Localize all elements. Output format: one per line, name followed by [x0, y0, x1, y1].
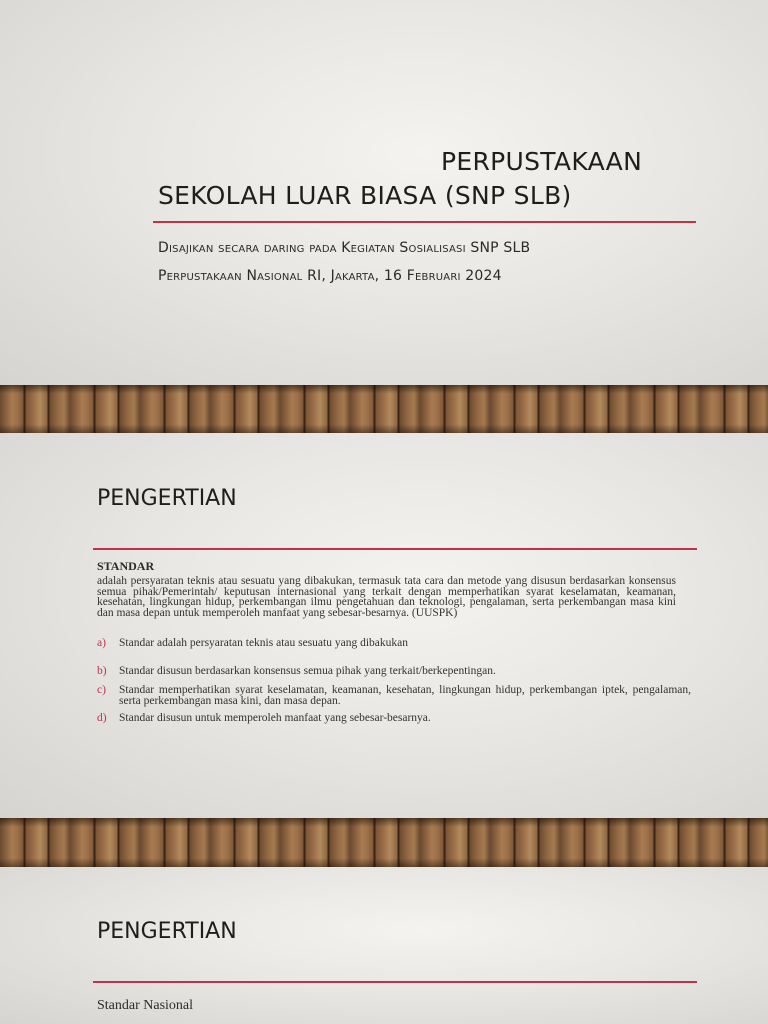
standar-label: STANDAR	[97, 559, 155, 573]
subtitle-line-2: Perpustakaan Nasional RI, Jakarta, 16 Februari 2024	[158, 268, 502, 284]
list-marker: d)	[97, 712, 107, 724]
definition-slide	[0, 433, 768, 818]
heading-divider	[93, 981, 697, 983]
title-line-1: PERPUSTAKAAN	[441, 147, 643, 176]
standar-definition: adalah persyaratan teknis atau sesuatu yang dibakukan, termasuk tata cara dan metode yang disusun berdasarkan konsensus semua pihak/Pemerintah/ keputusan internasional yang terkait dengan memperhatikan syarat keselamatan, keamanan, kesehatan, lingkungan hidup, perkembangan ilmu pengetahuan dan teknologi, pengalaman, serta perkembangan masa kini dan masa depan untuk memperoleh manfaat yang sebesar-besarnya. (UUSPK)	[97, 575, 676, 619]
wood-floor-strip	[0, 385, 768, 433]
title-slide	[0, 0, 768, 385]
list-marker: a)	[97, 637, 106, 649]
title-divider	[153, 221, 696, 223]
subtitle-line-1: Disajikan secara daring pada Kegiatan Sosialisasi SNP SLB	[158, 240, 531, 256]
list-item-text: Standar adalah persyaratan teknis atau sesuatu yang dibakukan	[119, 637, 408, 649]
list-marker: b)	[97, 665, 107, 677]
wood-floor-strip	[0, 818, 768, 867]
list-item-text: Standar disusun untuk memperoleh manfaat yang sebesar-besarnya.	[119, 712, 431, 724]
list-item-text: Standar memperhatikan syarat keselamatan, keamanan, kesehatan, lingkungan hidup, perkembangan iptek, pengalaman, serta perkembangan masa kini, dan masa depan.	[119, 684, 691, 707]
heading-divider	[93, 548, 697, 550]
standar-nasional-label: Standar Nasional	[97, 998, 194, 1013]
title-line-2: SEKOLAH LUAR BIASA (SNP SLB)	[158, 181, 572, 210]
list-marker: c)	[97, 684, 106, 696]
slide-heading: PENGERTIAN	[97, 919, 237, 944]
slide-heading: PENGERTIAN	[97, 486, 237, 511]
definition-slide-2	[0, 867, 768, 1024]
list-item-text: Standar disusun berdasarkan konsensus semua pihak yang terkait/berkepentingan.	[119, 665, 496, 677]
